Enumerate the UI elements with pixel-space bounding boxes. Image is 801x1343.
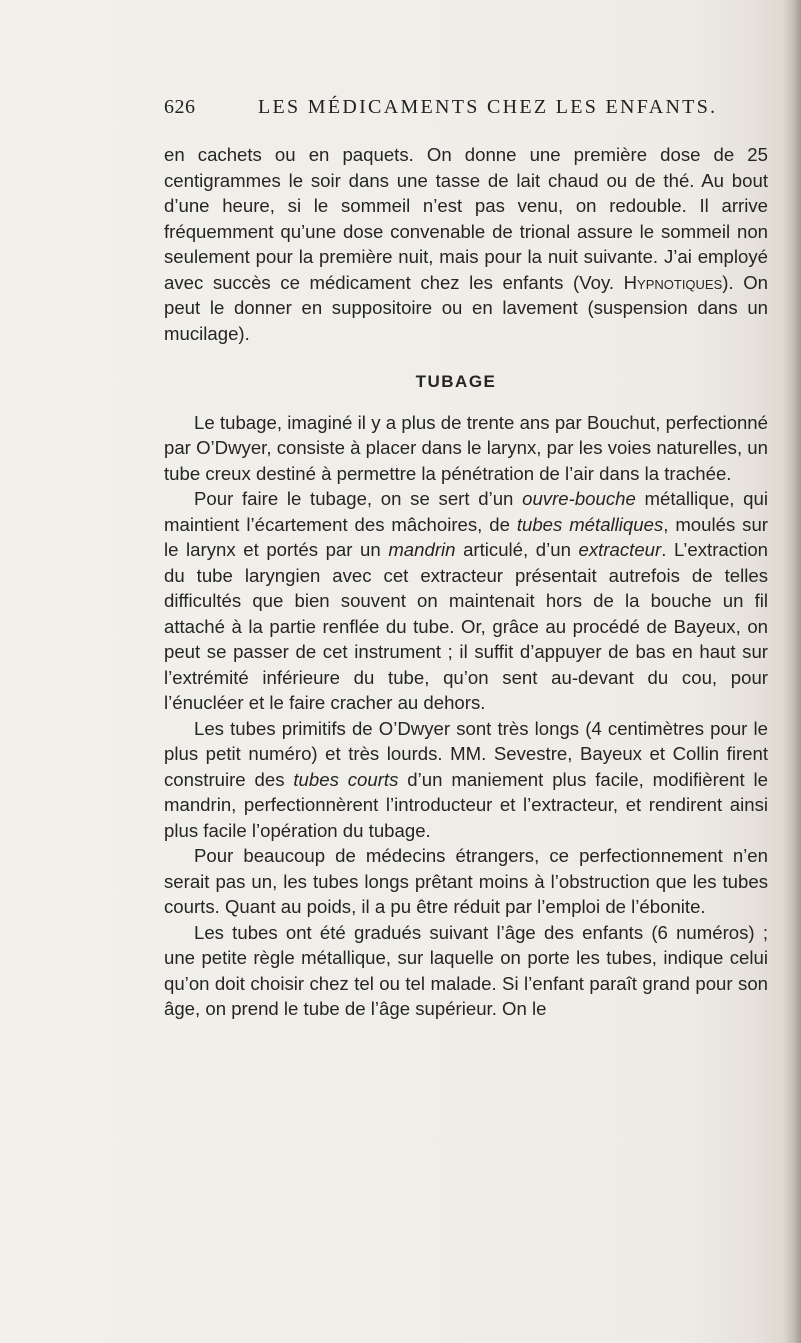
paragraph: Les tubes primitifs de O’Dwyer sont très longs (4 centimètres pour le plus petit numéro) et très lourds. MM. Sevestre, Bayeux et Collin firent construire des tubes courts d’un maniement plus facile, modifièrent le mandrin, perfectionnèrent l’introducteur et l’extracteur, et rendirent ainsi plus facile l’opération du tubage. <box>164 717 768 841</box>
section-heading: TUBAGE <box>415 372 497 391</box>
paragraph: Pour faire le tubage, on se sert d’un ouvre-bouche métallique, qui maintient l’écartement des mâchoires, de tubes métalliques, moulés sur le larynx et portés par un mandrin articulé, d’un extracteur. L’extraction du tube laryngien avec cet extracteur présentait autrefois de telles difficultés que bien souvent on maintenait hors de la bouche un fil attaché à la partie renflée du tube. Or, grâce au procédé de Bayeux, on peut se passer de cet instrument ; il suffit d’appuyer de bas en haut sur l’extrémité inférieure du tube, qu’on sent au-devant du cou, pour l’énucléer et le faire cracher au dehors. <box>164 488 769 713</box>
running-title: LES MÉDICAMENTS CHEZ LES ENFANTS. <box>258 96 718 118</box>
cross-reference: Hypnotiques <box>623 271 723 293</box>
paragraph: Pour beaucoup de médecins étrangers, ce perfectionnement n’en serait pas un, les tubes longs prêtant moins à l’obstruction que les tubes courts. Quant au poids, il a pu être réduit par l’emploi de l’ébonite. <box>164 845 768 917</box>
page-number: 626 <box>164 96 196 118</box>
running-head <box>164 96 764 122</box>
intro-paragraph: en cachets ou en paquets. On donne une première dose de 25 centigrammes le soir dans une tasse de lait chaud ou de thé. Au bout d’une heure, si le sommeil n’est pas venu, on redouble. Il arrive fréquemment qu’une dose convenable de trional assure le sommeil non seulement pour la première nuit, mais pour la nuit suivante. J’ai employé avec succès ce médicament chez les enfants (Voy. Hypnotiques). On peut le donner en suppositoire ou en lavement (suspension dans un mucilage). <box>164 144 769 344</box>
paragraph: Les tubes ont été gradués suivant l’âge des enfants (6 numéros) ; une petite règle métallique, sur laquelle on porte les tubes, indique celui qu’on doit choisir chez tel ou tel malade. Si l’enfant paraît grand pour son âge, on prend le tube de l’âge supérieur. On le <box>164 921 768 1019</box>
page-edge-shadow <box>783 0 801 1343</box>
paragraph: Le tubage, imaginé il y a plus de trente ans par Bouchut, perfectionné par O’Dwyer, consiste à placer dans le larynx, par les voies naturelles, un tube creux destiné à permettre la pénétration de l’air dans la trachée. <box>164 411 768 484</box>
body-text <box>164 142 768 1022</box>
